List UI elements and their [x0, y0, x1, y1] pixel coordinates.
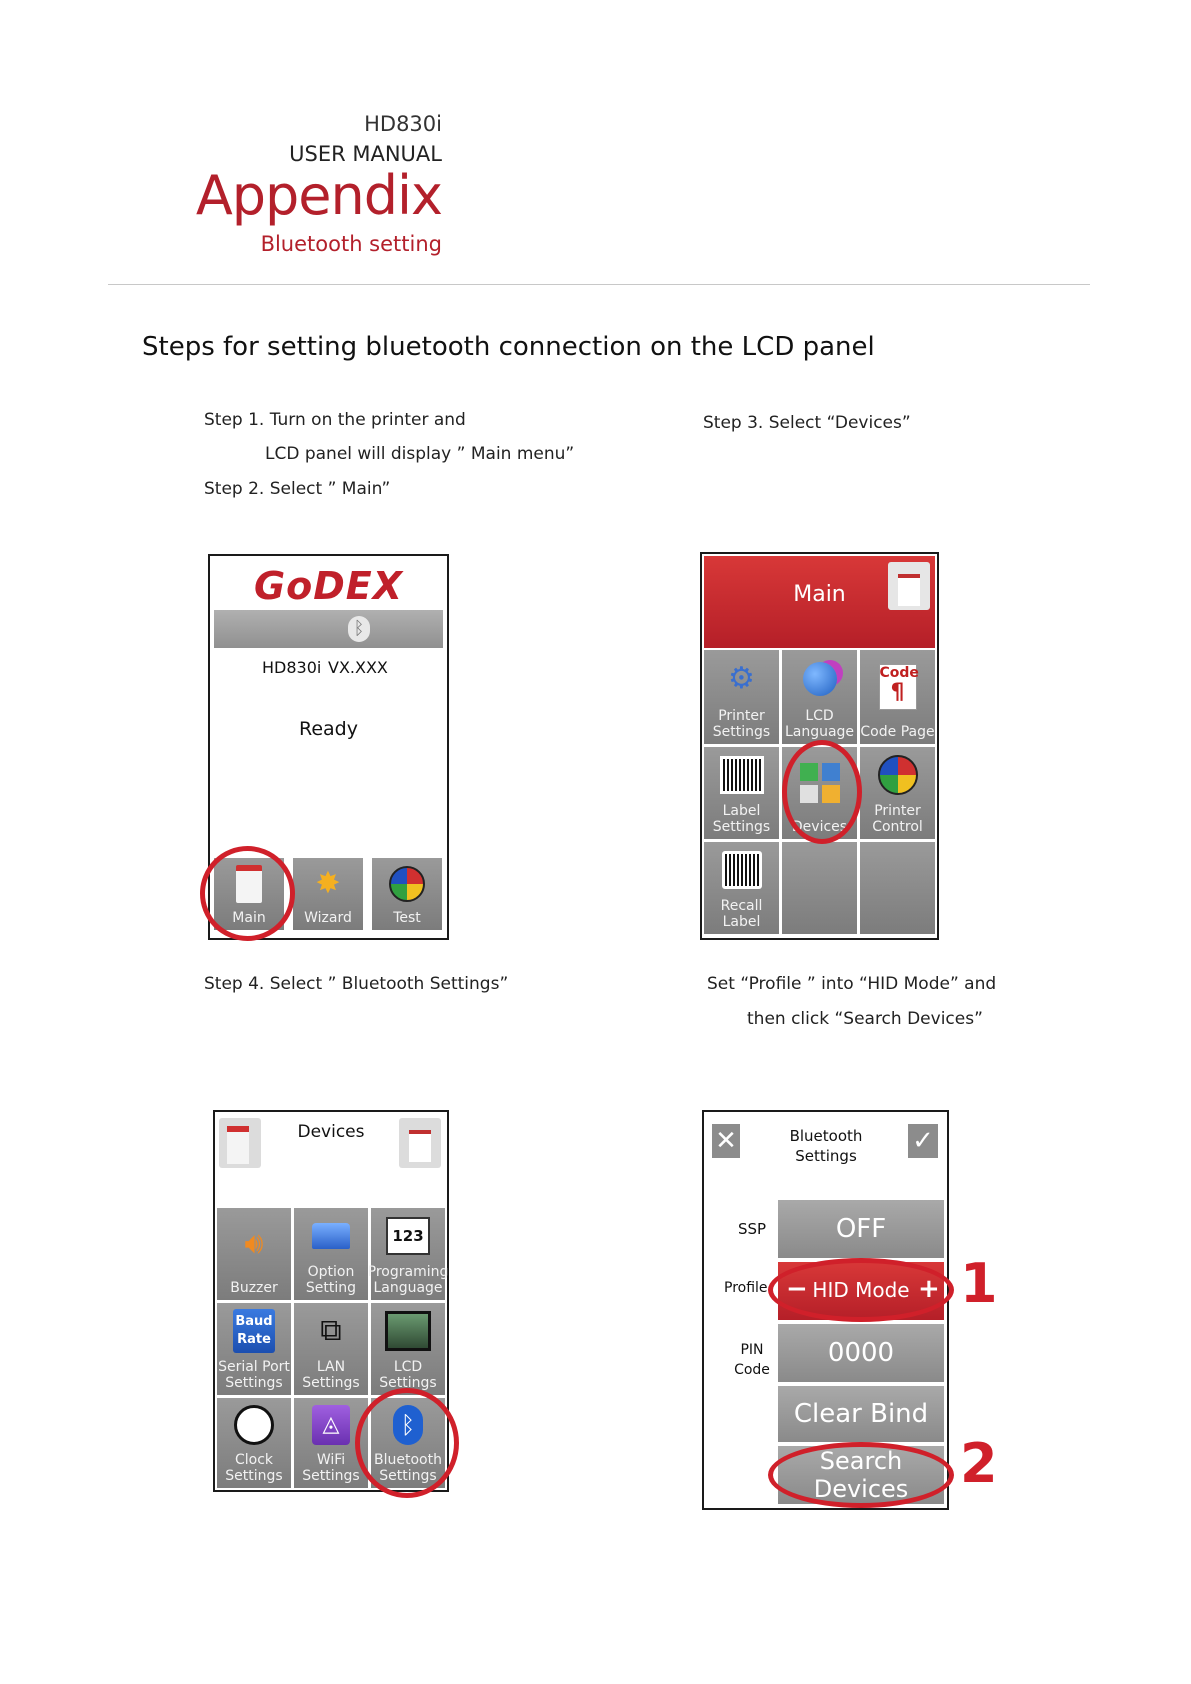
wizard-icon: ✸	[315, 866, 341, 901]
pie-chart-icon	[878, 747, 918, 803]
highlight-devices-circle	[782, 740, 862, 844]
wifi-icon: ◬	[312, 1398, 350, 1452]
tile-label: LAN Settings	[302, 1359, 360, 1391]
tile-label: Devices	[791, 819, 848, 835]
close-icon[interactable]: ✕	[712, 1124, 740, 1158]
highlight-main-circle	[200, 846, 295, 941]
profile-value: HID Mode	[812, 1278, 910, 1302]
wizard-button-label: Wizard	[304, 910, 352, 926]
step3-text: Step 3. Select “Devices”	[703, 413, 911, 433]
printer-model: HD830i	[262, 658, 322, 677]
lcd-screen-main-menu	[700, 552, 939, 940]
tile-lan-settings[interactable]	[294, 1303, 368, 1395]
tile-printer-control[interactable]	[860, 747, 935, 839]
programming-icon: 123	[386, 1208, 430, 1264]
lcd-screen-bluetooth-settings	[702, 1110, 949, 1510]
tile-label: Option Setting	[305, 1264, 357, 1296]
tile-label: Serial Port Settings	[218, 1359, 290, 1391]
step1-text: Step 1. Turn on the printer and	[204, 410, 466, 430]
decrement-button[interactable]: −	[786, 1274, 808, 1304]
option-icon	[312, 1208, 350, 1264]
pin-code-label: PIN Code	[734, 1342, 770, 1378]
baud-rate-icon: Baud Rate	[233, 1303, 275, 1359]
step4-text: Step 4. Select ” Bluetooth Settings”	[204, 974, 509, 994]
test-button[interactable]	[372, 858, 442, 930]
tile-label: Clock Settings	[225, 1452, 283, 1484]
main-title: Main	[793, 582, 846, 607]
manual-label: USER MANUAL	[289, 142, 442, 166]
tile-label: Programing Language	[367, 1264, 449, 1296]
step5-text-cont: then click “Search Devices”	[747, 1009, 983, 1029]
step-marker-2: 2	[960, 1432, 998, 1495]
pin-code-button[interactable]: 0000	[778, 1324, 944, 1382]
highlight-search-circle	[768, 1442, 954, 1508]
ssp-label: SSP	[738, 1220, 767, 1238]
godex-logo: GoDEX	[253, 564, 404, 608]
test-button-label: Test	[393, 910, 421, 926]
recall-barcode-icon	[722, 842, 762, 898]
tile-label: Label Settings	[712, 803, 771, 835]
tile-option-setting[interactable]	[294, 1208, 368, 1300]
clock-icon	[234, 1398, 274, 1452]
header-divider	[108, 284, 1090, 285]
tile-label: Printer Settings	[712, 708, 771, 740]
globe-icon	[803, 650, 837, 708]
profile-label: Profile	[724, 1280, 768, 1296]
tile-code-page[interactable]	[860, 650, 935, 744]
gears-icon: ⚙	[728, 661, 755, 696]
appendix-subtitle: Bluetooth setting	[260, 232, 442, 256]
appendix-heading: Appendix	[195, 164, 442, 227]
status-text: Ready	[299, 718, 358, 740]
tile-lcd-settings[interactable]	[371, 1303, 445, 1395]
tile-label: Printer Control	[872, 803, 923, 835]
check-icon[interactable]: ✓	[908, 1124, 938, 1158]
highlight-profile-circle	[768, 1258, 954, 1322]
increment-button[interactable]: +	[918, 1274, 940, 1304]
ssp-value-button[interactable]: OFF	[778, 1200, 944, 1258]
tile-label: Code Page	[860, 724, 935, 740]
clear-bind-button[interactable]: Clear Bind	[778, 1386, 944, 1442]
tile-programing-language[interactable]	[367, 1208, 449, 1300]
lan-icon: ⧉	[320, 1313, 342, 1348]
tile-clock-settings[interactable]	[217, 1398, 291, 1488]
highlight-bluetooth-circle	[355, 1388, 459, 1498]
barcode-label-icon	[720, 747, 764, 803]
tile-serial-port-settings[interactable]	[217, 1303, 291, 1395]
tile-label-settings[interactable]	[704, 747, 779, 839]
main-header	[704, 556, 935, 648]
main-button-label: Main	[232, 910, 266, 926]
code-page-icon: Code ¶	[879, 650, 917, 724]
wizard-button[interactable]	[293, 858, 363, 930]
lcd-screen-ready	[208, 554, 449, 940]
tile-empty	[860, 842, 935, 934]
monitor-icon	[385, 1303, 431, 1359]
step-marker-1: 1	[960, 1252, 998, 1315]
tile-label: Buzzer	[230, 1280, 278, 1296]
step2-text: Step 2. Select ” Main”	[204, 479, 391, 499]
tile-label: LCD Settings	[379, 1359, 437, 1391]
page-title: Steps for setting bluetooth connection on the LCD panel	[142, 332, 875, 362]
tile-recall-label[interactable]	[704, 842, 779, 934]
tile-label: WiFi Settings	[302, 1452, 360, 1484]
firmware-version: VX.XXX	[328, 658, 388, 677]
printer-icon[interactable]	[888, 562, 930, 610]
tile-label: LCD Language	[784, 708, 855, 740]
tile-label: Bluetooth Settings	[374, 1452, 442, 1484]
step1-text-cont: LCD panel will display ” Main menu”	[265, 444, 575, 464]
step5-text: Set “Profile ” into “HID Mode” and	[707, 974, 997, 994]
pie-chart-icon	[389, 858, 425, 910]
manual-model: HD830i	[364, 112, 442, 136]
search-devices-button[interactable]: Search Devices	[778, 1446, 944, 1504]
printer-icon[interactable]	[399, 1118, 441, 1168]
tile-empty	[782, 842, 857, 934]
tile-printer-settings[interactable]	[704, 650, 779, 744]
speaker-icon: 🔊︎	[244, 1226, 264, 1261]
tile-lcd-language[interactable]	[782, 650, 857, 744]
tile-buzzer[interactable]	[217, 1208, 291, 1300]
bluetooth-icon: ᛒ	[348, 616, 370, 642]
code-badge: Code	[879, 665, 919, 681]
devices-title: Devices	[297, 1122, 365, 1142]
status-bar	[214, 610, 443, 648]
tile-label: Recall Label	[720, 898, 763, 930]
bluetooth-icon: ᛒ	[393, 1398, 423, 1452]
lcd-screen-devices	[213, 1110, 449, 1492]
bluetooth-settings-title: Bluetooth Settings	[789, 1127, 863, 1165]
